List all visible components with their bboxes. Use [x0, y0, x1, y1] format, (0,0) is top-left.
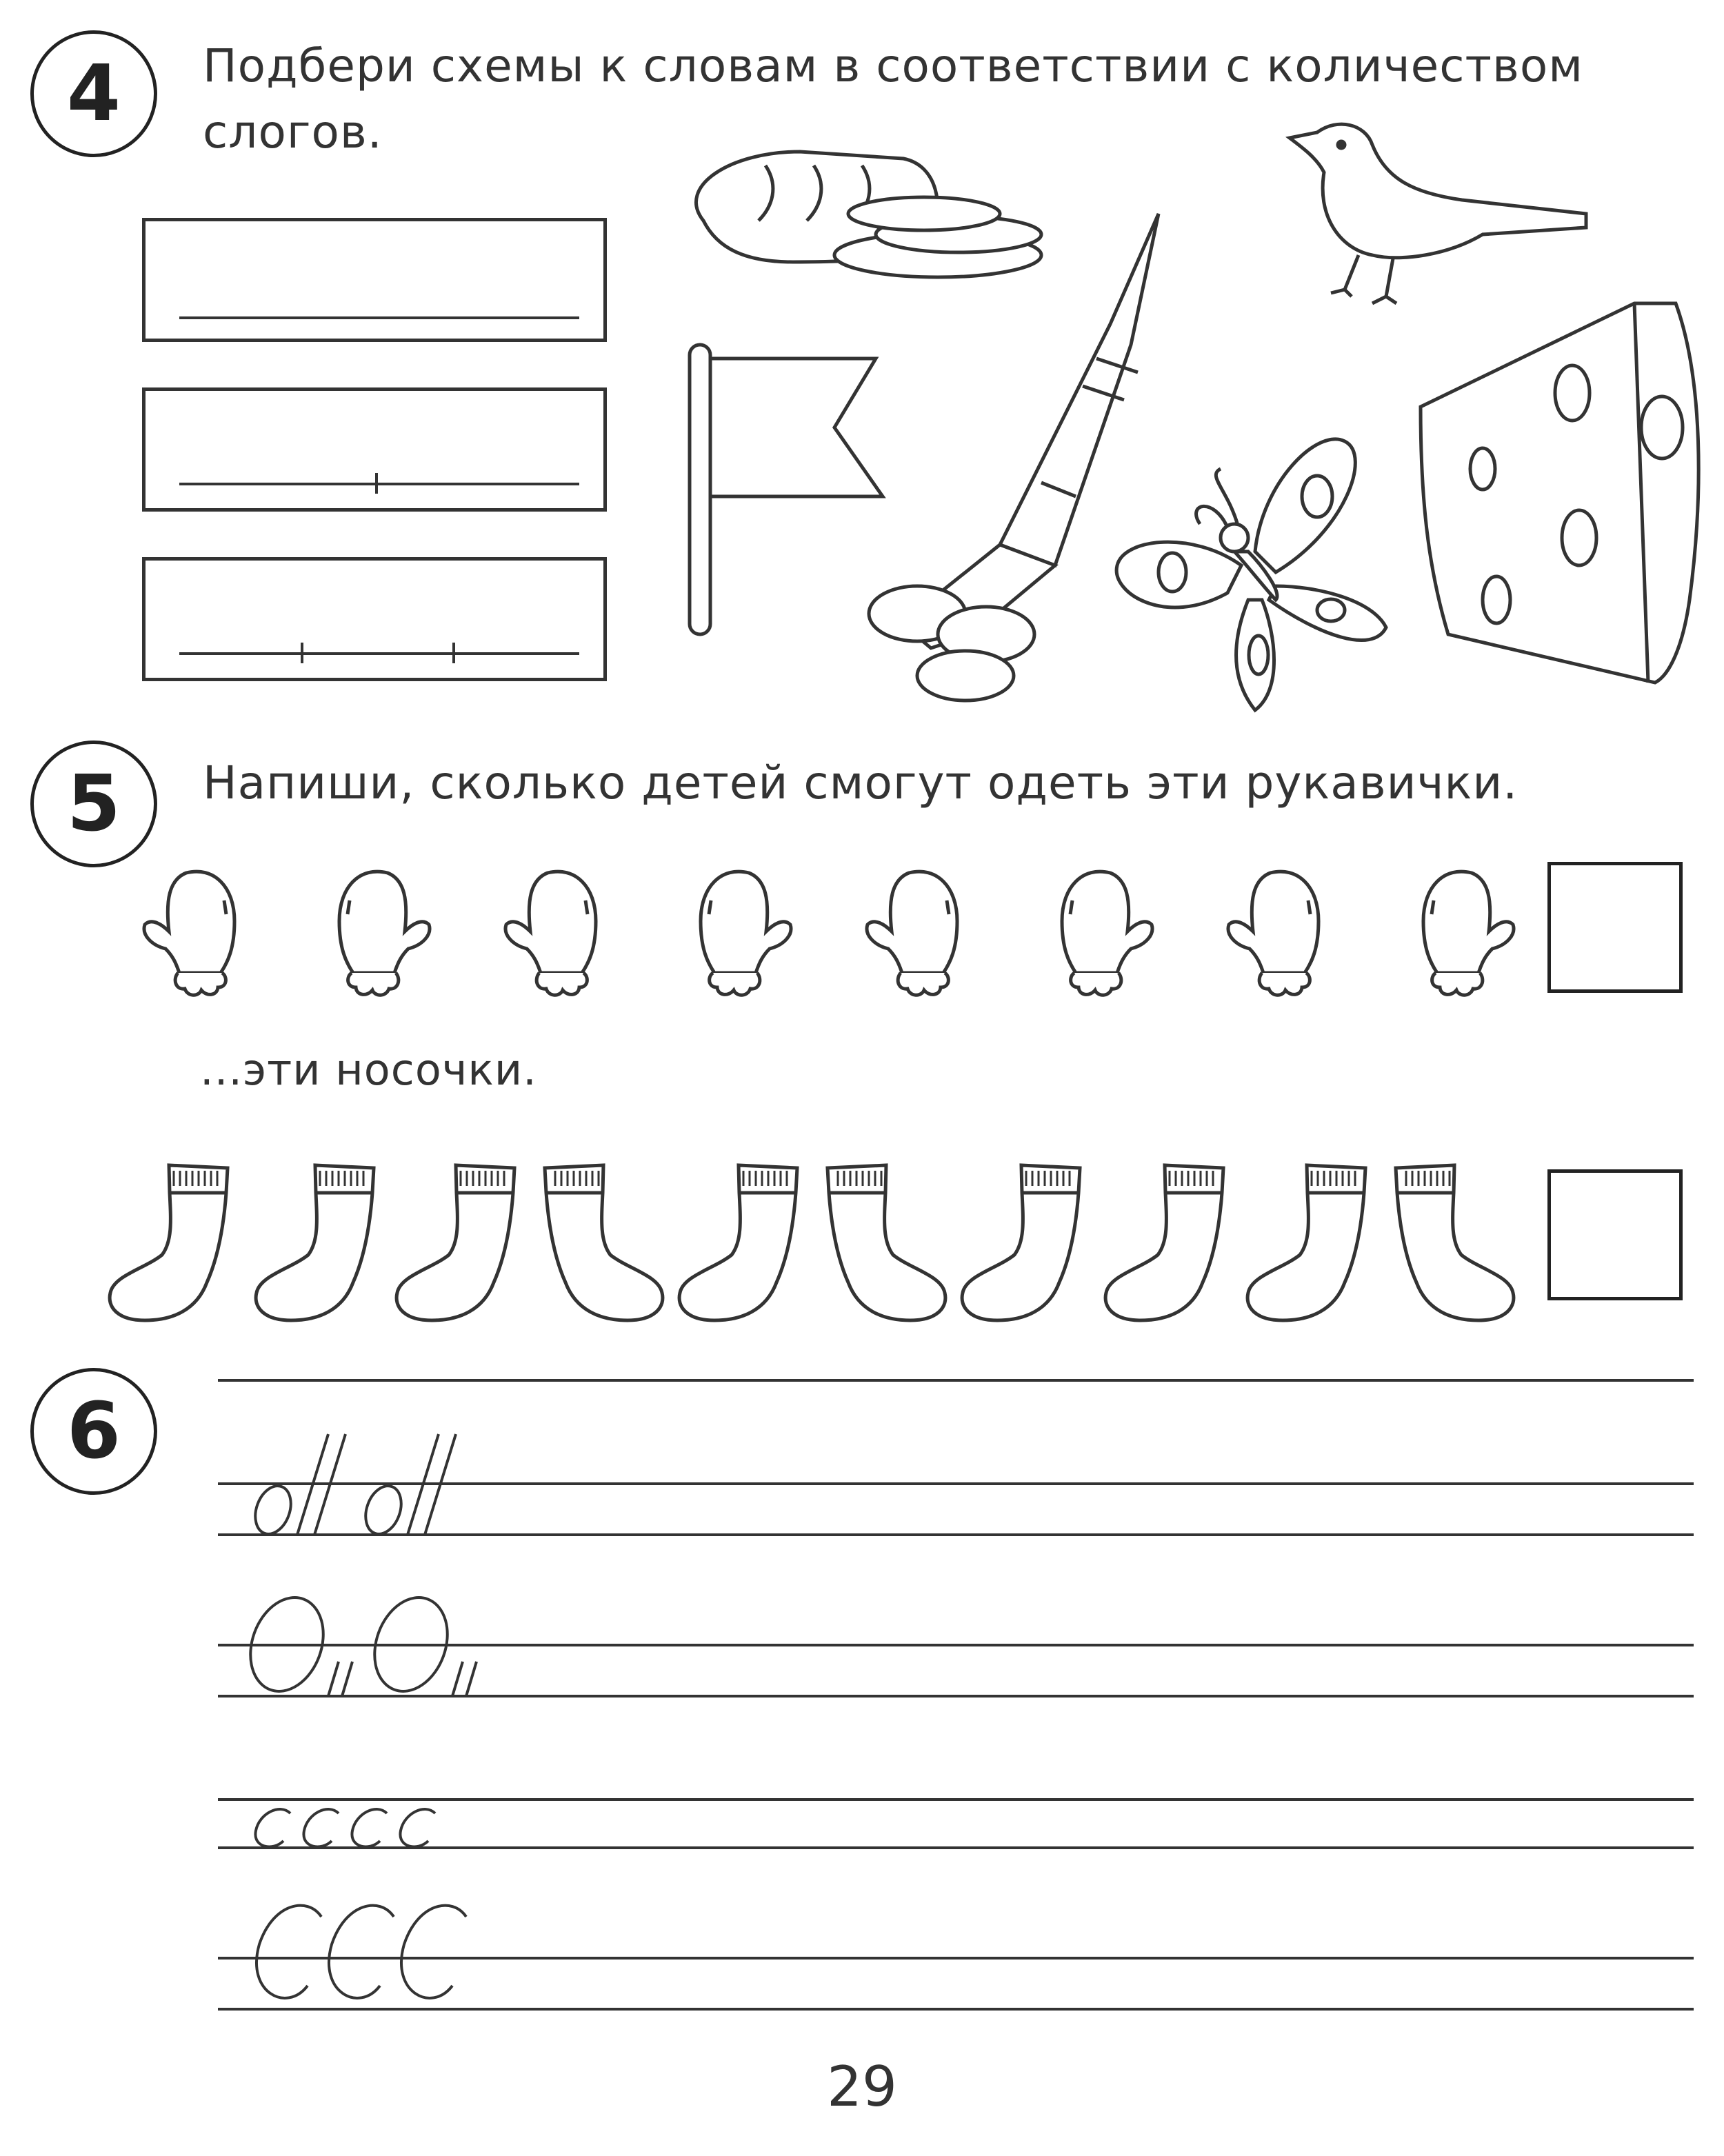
mitten-icon	[1041, 859, 1159, 1004]
mitten-icon	[319, 859, 436, 1004]
task-number: 5	[67, 759, 121, 849]
page-number: 29	[827, 2055, 897, 2119]
task-number-circle	[30, 741, 157, 867]
task-instruction-continued: слогов.	[203, 105, 383, 159]
sock-icon	[531, 1158, 669, 1331]
sock-icon	[103, 1158, 241, 1331]
sock-icon	[390, 1158, 528, 1331]
task-instruction: Подбери схемы к словам в соответствии с количеством	[203, 39, 1584, 92]
task-instruction: Напиши, сколько детей смогут одеть эти рукавички.	[203, 756, 1518, 809]
cheese-icon[interactable]	[1414, 290, 1717, 689]
task-number-circle	[30, 1368, 157, 1495]
sock-icon	[673, 1158, 811, 1331]
sock-icon	[814, 1158, 952, 1331]
sock-icon	[956, 1158, 1094, 1331]
syllable-scheme-2[interactable]	[142, 387, 607, 512]
handwriting-sample-c	[255, 1809, 435, 1846]
handwriting-sample-o	[249, 1434, 456, 1539]
mittens-answer-box[interactable]	[1547, 862, 1683, 993]
mitten-icon	[1222, 859, 1339, 1004]
mitten-icon	[499, 859, 617, 1004]
handwriting-sample-C	[257, 1906, 466, 1998]
mitten-icon	[138, 859, 255, 1004]
syllable-scheme-1[interactable]	[142, 218, 607, 342]
task-number: 4	[67, 49, 121, 139]
mitten-icon	[1403, 859, 1520, 1004]
syllable-scheme-3[interactable]	[142, 557, 607, 681]
mitten-icon	[680, 859, 797, 1004]
handwriting-lines[interactable]	[218, 1372, 1707, 2020]
socks-instruction: ...эти носочки.	[200, 1045, 537, 1095]
task-number-circle	[30, 30, 157, 157]
task-number: 6	[67, 1387, 121, 1476]
butterfly-icon[interactable]	[1110, 427, 1400, 717]
mitten-icon	[861, 859, 978, 1004]
sock-icon	[1099, 1158, 1237, 1331]
socks-answer-box[interactable]	[1547, 1169, 1683, 1300]
sock-icon	[1241, 1158, 1379, 1331]
sock-icon	[250, 1158, 388, 1331]
sock-icon	[1382, 1158, 1520, 1331]
